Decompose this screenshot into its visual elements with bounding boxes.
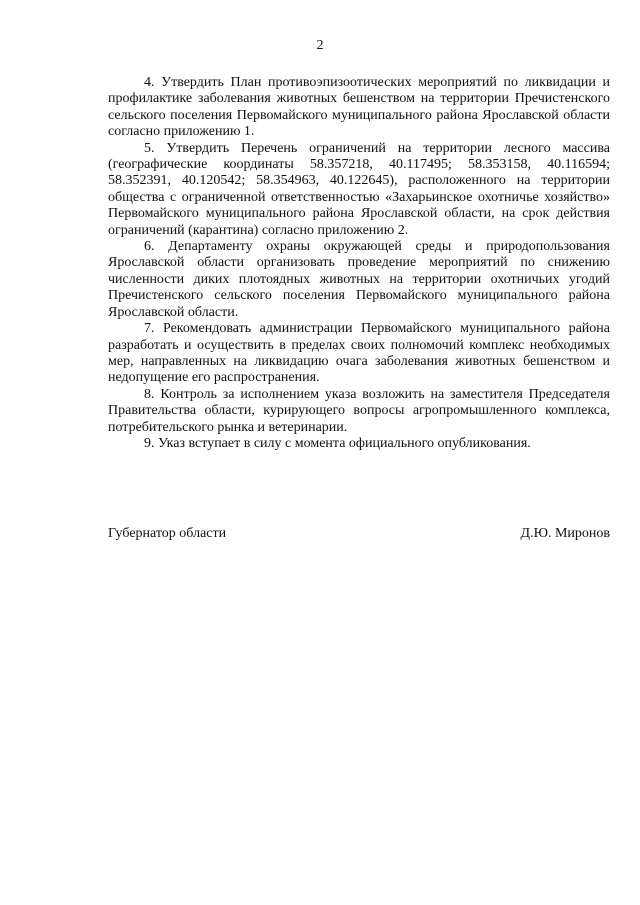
paragraph-6: 6. Департаменту охраны окружающей среды и природопользования Ярославской области организовать проведение мероприятий по снижению численности диких плотоядных животных на территории охотничьих угодий Пречистенского сельского поселения Первомайского муниципального района Ярославской области. [108,239,610,320]
page-number: 2 [316,38,324,53]
signatory-name: Д.Ю. Миронов [520,526,610,541]
paragraph-5: 5. Утвердить Перечень ограничений на территории лесного массива (географические координаты 58.357218, 40.117495; 58.353158, 40.116594; 58.352391, 40.120542; 58.354963, 40.122645), расположенного на территории общества с ограниченной ответственностью «Захарьинское охотничье хозяйство» Первомайского муниципального района Ярославской области, на срок действия ограничений (карантина) согласно приложению 2. [108,140,610,238]
paragraph-7: 7. Рекомендовать администрации Первомайского муниципального района разработать и осуществить в пределах своих полномочий комплекс необходимых мер, направленных на ликвидацию очага заболевания животных бешенством и недопущение его распространения. [108,321,610,386]
decree-body [108,75,610,452]
paragraph-4: 4. Утвердить План противоэпизоотических мероприятий по ликвидации и профилактике заболевания животных бешенством на территории Пречистенского сельского поселения Первомайского муниципального района Ярославской области согласно приложению 1. [108,75,610,140]
signatory-title: Губернатор области [108,526,227,541]
paragraph-8: 8. Контроль за исполнением указа возложить на заместителя Председателя Правительства области, курирующего вопросы агропромышленного комплекса, потребительского рынка и ветеринарии. [108,386,610,435]
signature-block [108,526,610,542]
paragraph-9: 9. Указ вступает в силу с момента официального опубликования. [144,435,531,451]
